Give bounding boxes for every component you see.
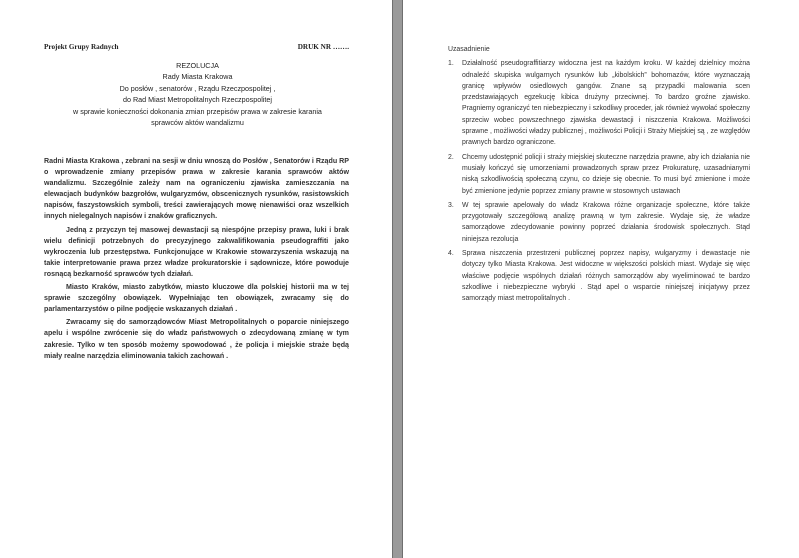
title-line: sprawców aktów wandalizmu [151, 118, 244, 128]
list-number: 4. [448, 250, 454, 258]
justification-list [448, 58, 750, 304]
page-header [44, 43, 349, 51]
resolution-paragraph: Miasto Kraków, miasto zabytków, miasto kluczowe dla polskiej historii ma w tej sprawie szczególny obowiązek. Wypełniając ten obowiązek, zwracamy się do parlamentarzystów o pilne podjęcie wskazanych działań . [44, 283, 349, 314]
page-gap [393, 0, 402, 558]
list-text: W tej sprawie apelowały do władz Krakowa różne organizacje społeczne, które także przygotowały szczegółową analizę prawną w tym zakresie. Wydaje się, że władze samorządowe zdecydowanie powinny poprzeć działania środowisk społecznych. Stąd niniejsza rezolucja [462, 201, 750, 243]
list-number: 1. [448, 60, 454, 68]
resolution-title [30, 60, 365, 128]
justification-section [448, 44, 750, 308]
resolution-paragraph: Jedną z przyczyn tej masowej dewastacji są niespójne przepisy prawa, luki i brak wielu definicji potrzebnych do precyzyjnego zakwalifikowania pseudograffiti jako wykroczenia lub przestępstwa. Funkcjonujące w Krakowie stowarzyszenia wskazują na takie interpretowanie prawa przez władze prokuratorskie i sądownicze, które powoduje rosnącą bezkarność sprawców tych działań. [44, 225, 349, 278]
title-line: Rady Miasta Krakowa [162, 72, 233, 82]
list-item [448, 152, 750, 197]
resolution-paragraph: Radni Miasta Krakowa , zebrani na sesji w dniu wnoszą do Posłów , Senatorów i Rządu RP o wprowadzenie zmiany przepisów prawa w zakresie karania sprawców aktów wandalizmu. Szczególnie zależy nam na ograniczeniu zjawiska zamieszczania na elewacjach budynków bazgrołów, wulgaryzmów, obscenicznych rysunków, rasistowskich napisów, faszystowskich symboli, treści zawierających mowę nienawiści oraz wszelkich innych nielegalnych napisów i znaków graficznych. [44, 157, 349, 221]
list-text: Sprawa niszczenia przestrzeni publicznej poprzez napisy, wulgaryzmy i dewastacje nie dotyczy tylko Miasta Krakowa. Jest widoczne w większości polskich miast. Wydaje się więc właściwe podjęcie wspólnych działań różnych samorządów aby wyeliminować te bardzo szkodliwe i niebezpieczne wybryki . Stąd apel o wsparcie niniejszej inicjatywy przez samorządy miast metropolitalnych . [462, 250, 750, 303]
list-number: 3. [448, 201, 454, 209]
title-line: Do posłów , senatorów , Rządu Rzeczpospolitej , [119, 83, 276, 93]
title-line: w sprawie konieczności dokonania zmian przepisów prawa w zakresie karania [73, 106, 322, 116]
resolution-body [44, 156, 349, 364]
list-text: Chcemy udostępnić policji i straży miejskiej skuteczne narzędzia prawne, aby ich działania nie musiały kończyć się umorzeniami prowadzonych spraw przez Prokuraturę, uzasadnianymi niską szkodliwością społeczną czynu, co dzieje się obecnie. To musi być zmienione i może być zmienione jedynie poprzez zmiany prawne w stosownych ustawach [462, 153, 750, 195]
resolution-paragraph: Zwracamy się do samorządowców Miast Metropolitalnych o poparcie niniejszego apelu i wspólne zwrócenie się do władz państwowych o zdecydowaną zmianę w tym zakresie. Tylko w ten sposób możemy spowodować , że policja i miejskie straże będą miały realne narzędzia eliminowania takich zachowań . [44, 318, 349, 360]
justification-heading: Uzasadnienie [448, 46, 490, 53]
document-page-left [0, 0, 393, 558]
list-item [448, 58, 750, 148]
list-text: Działalność pseudograffitiarzy widoczna jest na każdym kroku. W każdej dzielnicy można odnaleźć skupiska wulgarnych rysunków lub „kibolskich” bohomazów, które wyznaczają granicę wpływów osiedlowych gangów. Znane są przypadki malowania scen przedstawiających egzekucję kibica drużyny przeciwnej. To bardzo groźne zjawisko. Pragniemy ograniczyć ten niebezpieczny i szkodliwy proceder, jak również wywołać społeczny sprzeciw wobec powszechnego zjawiska dewastacji i niszczenia Krakowa. Możliwości sprawne , możliwości władzy publicznej , możliwości Policji i Straży Miejskiej są , ze względów prawnych bardzo ograniczone. [462, 60, 750, 147]
print-number-label: DRUK NR ……. [297, 43, 349, 51]
title-line: REZOLUCJA [176, 61, 219, 70]
list-item [448, 248, 750, 304]
project-group-label: Projekt Grupy Radnych [44, 43, 119, 51]
list-item [448, 200, 750, 245]
title-line: do Rad Miast Metropolitalnych Rzeczpospolitej [122, 95, 272, 105]
list-number: 2. [448, 153, 454, 161]
